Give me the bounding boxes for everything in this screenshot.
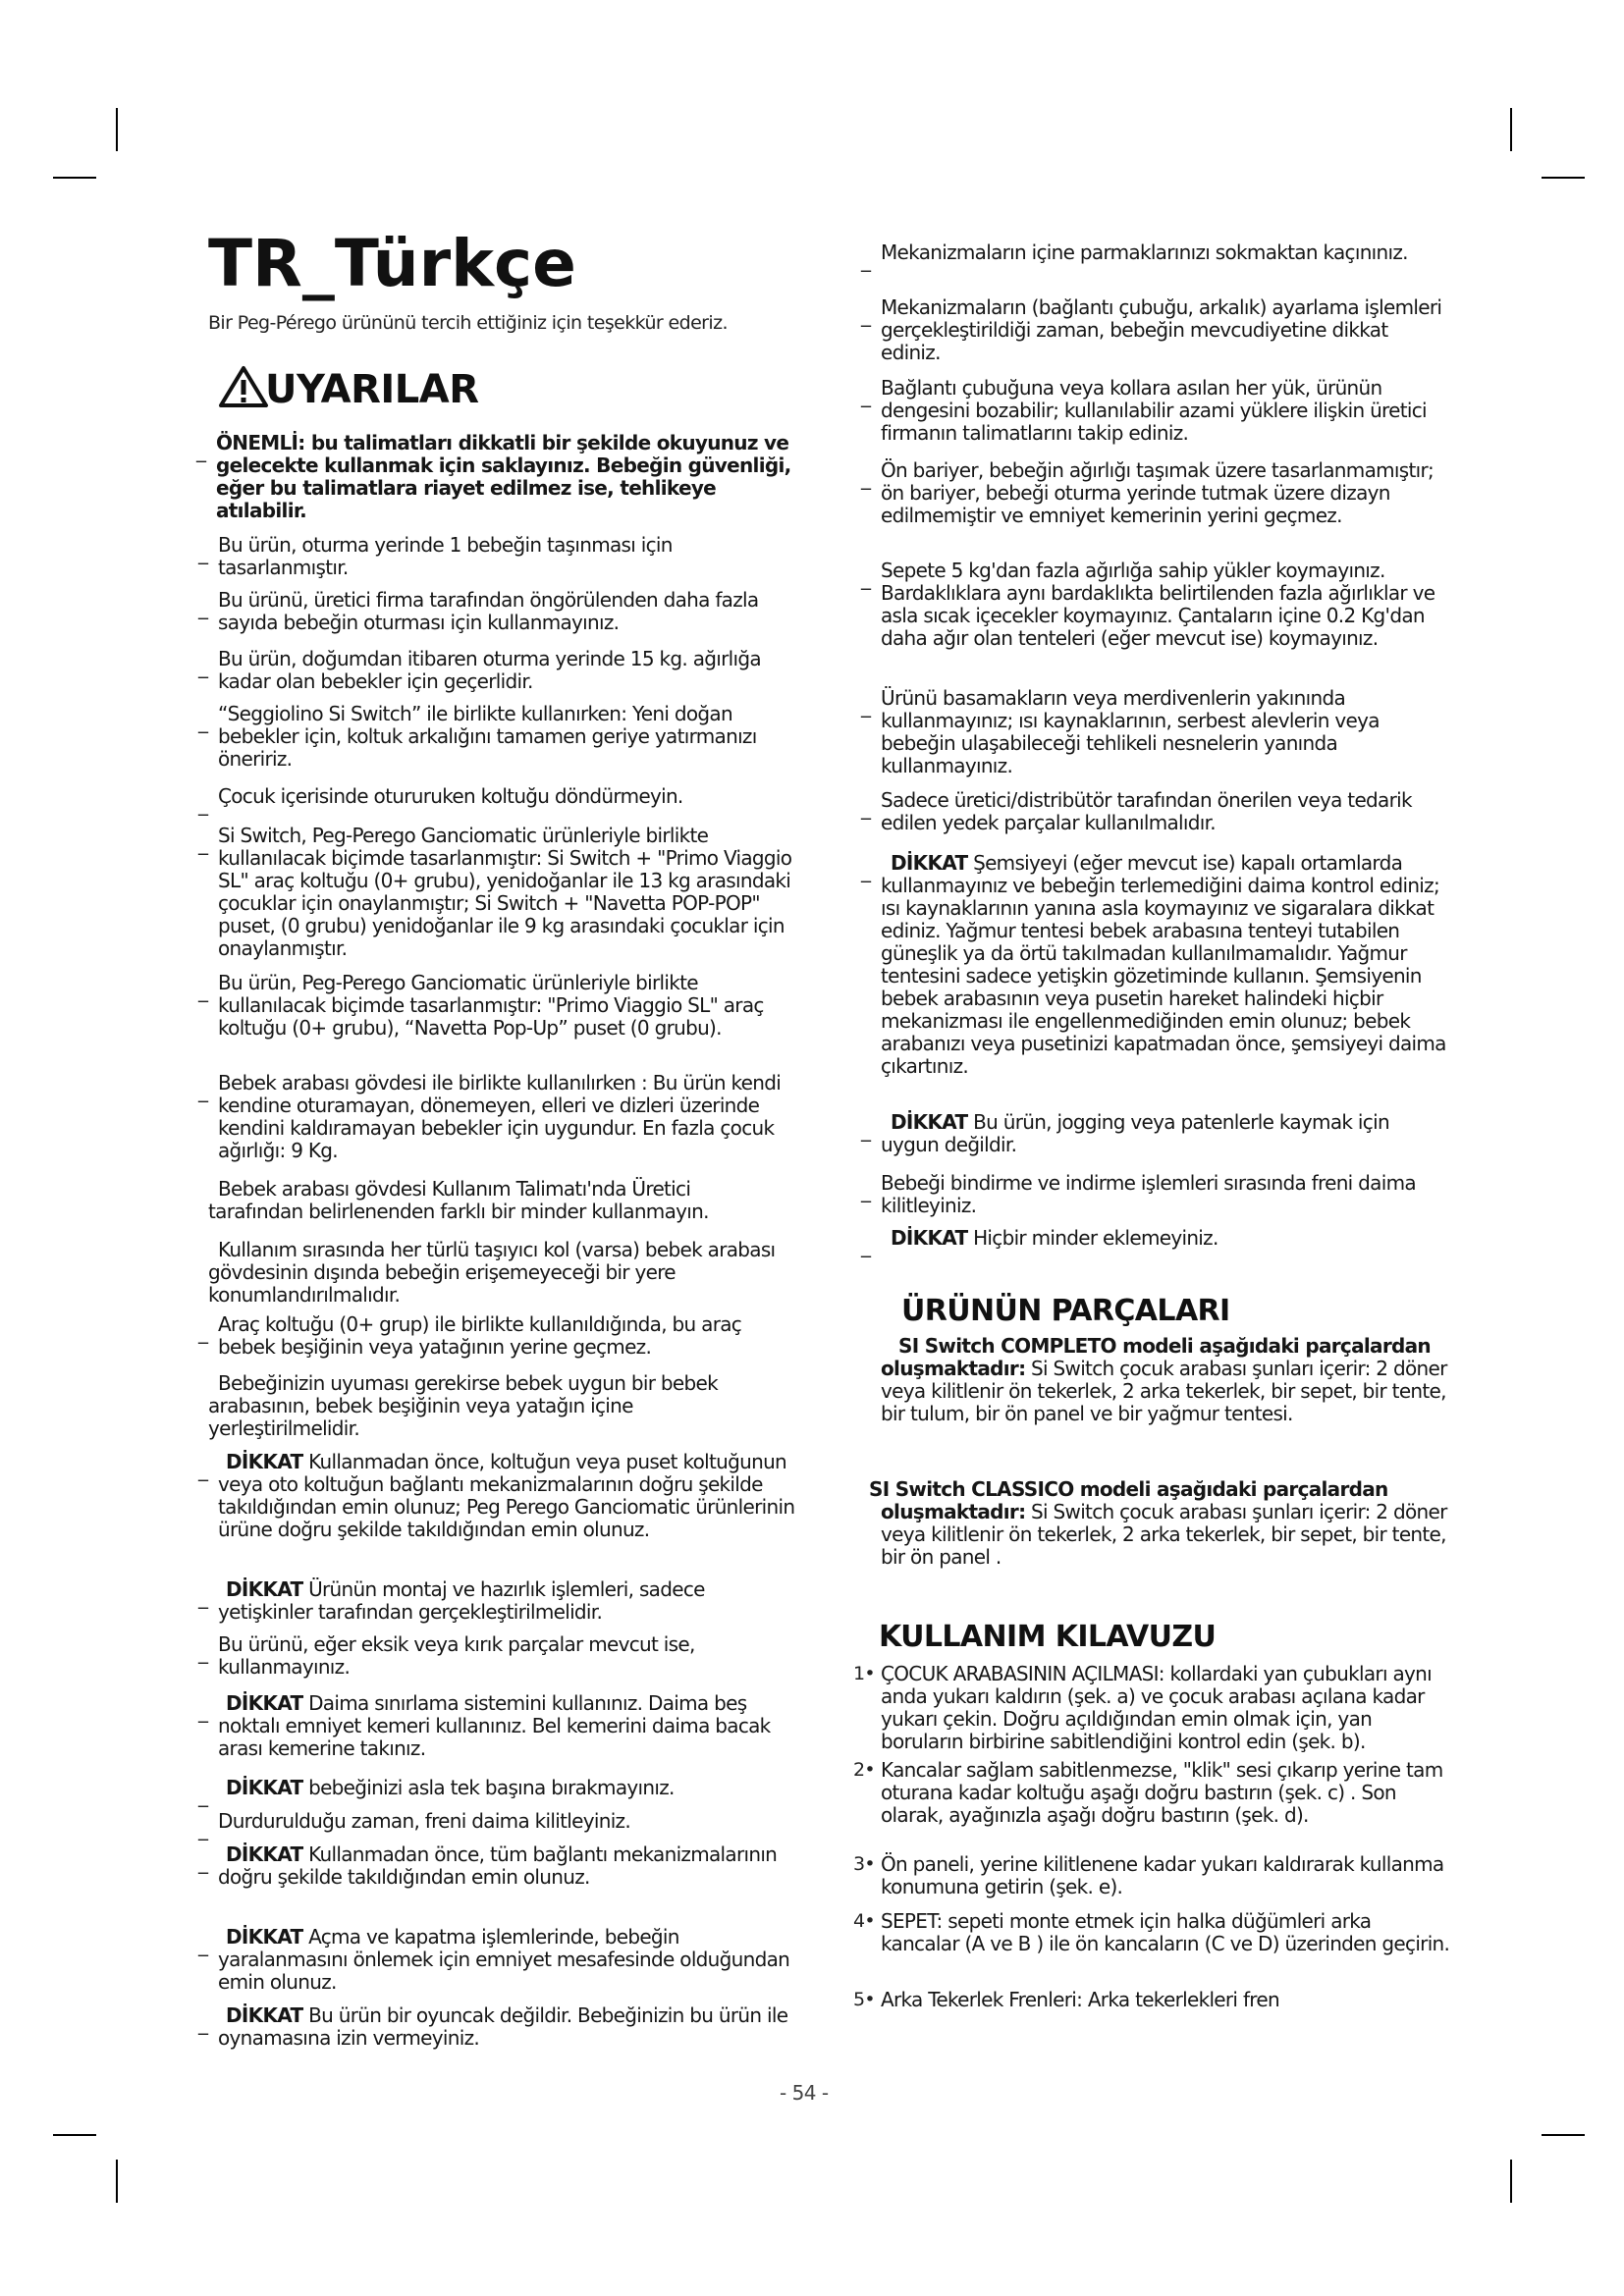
usage-step-number: 3• <box>853 1853 875 1875</box>
usage-step-text: Arka Tekerlek Frenleri: Arka tekerlekleri fren <box>881 1988 1279 2011</box>
warning-text: Ürünü basamakların veya merdivenlerin yakınında kullanmayınız; ısı kaynaklarının, serbest alevlerin veya bebeğin ulaşabileceği tehlikeli nesnelerin yanında kullanmayınız. <box>881 686 1380 777</box>
warning-text: Araç koltuğu (0+ grup) ile birlikte kullanıldığında, bu araç bebek beşiğinin veya yatağının yerine geçmez. <box>218 1312 742 1359</box>
warning-caution-label: DİKKAT <box>891 1110 968 1134</box>
warnings-heading-text: UYARILAR <box>265 367 479 412</box>
warning-item <box>198 1776 797 1807</box>
warning-text: Sepete 5 kg'dan fazla ağırlığa sahip yükler koymayınız. Bardaklıklara aynı bardaklıkta belirtilenden fazla ağırlıklar ve asla sıcak içecekler koymayınız. Çantaların içine 0.2 Kg'dan daha ağır olan tenteleri (eğer mevcut ise) koymayınız. <box>881 559 1435 650</box>
warning-item <box>861 376 1450 445</box>
warning-text: Si Switch, Peg-Perego Ganciomatic ürünleriyle birlikte kullanılacak biçimde tasarlanmıştır: Si Switch + "Primo Viaggio SL" araç koltuğu (0+ grubu), yenidoğanlar ile 13 kg arasındaki çocuklar için onaylanmıştır; Si Switch + "Navetta POP-POP" puset, (0 grubu) yenidoğanlar ile 9 kg arasındaki çocuklar için onaylanmıştır. <box>218 824 792 960</box>
warning-item <box>208 1239 787 1307</box>
warning-caution-label: DİKKAT <box>226 1691 303 1715</box>
warning-text: bebeğinizi asla tek başına bırakmayınız. <box>302 1776 675 1799</box>
usage-step <box>853 1988 1450 2011</box>
usage-step <box>853 1909 1450 1955</box>
warning-text: Kullanım sırasında her türlü taşıyıcı kol (varsa) bebek arabası gövdesinin dışında bebeğin erişemeyeceği bir yere konumlandırılmalıdır. <box>208 1238 776 1307</box>
list-dash: _ <box>861 303 871 327</box>
warning-item <box>861 788 1450 834</box>
warning-caution-label: DİKKAT <box>226 1776 303 1799</box>
warning-item <box>861 458 1450 527</box>
list-dash: _ <box>198 1079 208 1102</box>
warning-text: Hiçbir minder eklemeyiniz. <box>967 1226 1218 1250</box>
list-dash: _ <box>198 1933 208 1956</box>
warning-item <box>861 559 1450 650</box>
list-dash: _ <box>861 384 871 407</box>
list-dash: _ <box>198 831 208 855</box>
list-dash: _ <box>198 596 208 619</box>
warning-item <box>198 1632 797 1679</box>
page-title: TR_Türkçe <box>208 226 576 301</box>
parts-completo <box>881 1335 1450 1425</box>
warning-text: Daima sınırlama sistemini kullanınız. Daima beş noktalı emniyet kemeri kullanınız. Bel kemerini daima bacak arası kemerine takınız. <box>218 1691 771 1760</box>
usage-step <box>853 1852 1450 1898</box>
warning-item <box>198 702 797 771</box>
warning-text: Kullanmadan önce, koltuğun veya puset koltuğunun veya oto koltuğun bağlantı mekanizmalarının doğru şekilde takıldığından emin olunuz; Peg Perego Ganciomatic ürünlerinin ürüne doğru şekilde takıldığından emin olunuz. <box>218 1450 795 1541</box>
list-dash: _ <box>198 792 208 816</box>
warning-text: Bebeği bindirme ve indirme işlemleri sırasında freni daima kilitleyiniz. <box>881 1171 1416 1217</box>
usage-step-number: 4• <box>853 1910 875 1932</box>
list-dash: _ <box>196 439 206 462</box>
warning-caution-label: DİKKAT <box>226 1450 303 1473</box>
page-subtitle: Bir Peg-Pérego ürününü tercih ettiğiniz için teşekkür ederiz. <box>208 312 728 334</box>
warning-item <box>198 824 797 960</box>
crop-mark <box>1542 2134 1585 2136</box>
warning-item <box>198 1925 797 1994</box>
warning-text: Kullanmadan önce, tüm bağlantı mekanizmalarının doğru şekilde takıldığından emin olunuz. <box>218 1842 778 1889</box>
list-dash: _ <box>198 2011 208 2035</box>
list-dash: _ <box>861 859 871 882</box>
warning-caution-label: DİKKAT <box>226 1925 303 1949</box>
warning-item <box>208 1372 787 1440</box>
usage-step-number: 2• <box>853 1759 875 1781</box>
crop-mark <box>116 108 118 151</box>
warning-text: Durdurulduğu zaman, freni daima kilitleyiniz. <box>218 1809 631 1833</box>
parts-classico-title: SI Switch CLASSICO modeli aşağıdaki parçalardan oluşmaktadır: <box>869 1477 1388 1523</box>
warning-text: Sadece üretici/distribütör tarafından önerilen veya tedarik edilen yedek parçalar kullanılmalıdır. <box>881 788 1412 834</box>
warning-caution-label: DİKKAT <box>226 1577 303 1601</box>
warning-text: Bu ürünü, eğer eksik veya kırık parçalar mevcut ise, kullanmayınız. <box>218 1632 695 1679</box>
warning-text: Çocuk içerisinde otururuken koltuğu döndürmeyin. <box>218 784 683 808</box>
list-dash: _ <box>198 979 208 1002</box>
warning-item <box>861 686 1450 777</box>
warning-item <box>198 1577 797 1624</box>
warning-text: Açma ve kapatma işlemlerinde, bebeğin yaralanmasını önlemek için emniyet mesafesinde olduğundan emin olunuz. <box>218 1925 790 1994</box>
warning-text: Mekanizmaların (bağlantı çubuğu, arkalık) ayarlama işlemleri gerçekleştirildiği zaman, bebeğin mevcudiyetine dikkat ediniz. <box>881 295 1442 364</box>
warning-text: Ürünün montaj ve hazırlık işlemleri, sadece yetişkinler tarafından gerçekleştirilmelidir. <box>218 1577 705 1624</box>
warning-text: Bu ürün, doğumdan itibaren oturma yerinde 15 kg. ağırlığa kadar olan bebekler için geçerlidir. <box>218 647 761 693</box>
warning-item <box>198 1071 797 1162</box>
list-dash: _ <box>861 566 871 590</box>
list-dash: _ <box>861 796 871 820</box>
list-dash: _ <box>198 1817 208 1841</box>
usage-heading: KULLANIM KILAVUZU <box>879 1620 1217 1654</box>
list-dash: _ <box>861 1179 871 1202</box>
list-dash: _ <box>198 1458 208 1481</box>
warning-text: Bebek arabası gövdesi Kullanım Talimatı'nda Üretici tarafından belirlenenden farklı bir minder kullanmayın. <box>208 1177 709 1223</box>
warning-item <box>198 588 797 634</box>
usage-step-text: SEPET: sepeti monte etmek için halka düğümleri arka kancalar (A ve B ) ile ön kancaların (C ve D) üzerinden geçirin. <box>881 1909 1450 1955</box>
list-dash: _ <box>198 1699 208 1723</box>
warning-item <box>861 240 1450 272</box>
list-dash: _ <box>198 1784 208 1807</box>
parts-classico <box>869 1477 1455 1569</box>
list-dash: _ <box>861 248 871 272</box>
warning-text: Bu ürün, oturma yerinde 1 bebeğin taşınması için tasarlanmıştır. <box>218 533 673 579</box>
warning-text: Ön bariyer, bebeğin ağırlığı taşımak üzere tasarlanmamıştır; ön bariyer, bebeği oturma yerinde tutmak üzere dizayn edilmemiştir ve emniyet kemerinin yerini geçmez. <box>881 458 1435 527</box>
list-dash: _ <box>861 466 871 490</box>
warning-text: Bu ürün bir oyuncak değildir. Bebeğinizin bu ürün ile oynamasına izin vermeyiniz. <box>218 2003 788 2050</box>
warning-text: ÖNEMLİ: bu talimatları dikkatli bir şekilde okuyunuz ve gelecekte kullanmak için saklayınız. Bebeğin güvenliği, eğer bu talimatlara riayet edilmez ise, tehlikeye atılabilir. <box>216 431 791 522</box>
warning-text: Bu ürün, jogging veya patenlerle kaymak için uygun değildir. <box>881 1110 1389 1156</box>
list-dash: _ <box>861 694 871 718</box>
warning-item <box>198 533 797 579</box>
warning-item <box>198 1691 797 1760</box>
warning-text: Bebeğinizin uyuması gerekirse bebek uygun bir bebek arabasının, bebek beşiğinin veya yatağın içine yerleştirilmelidir. <box>208 1371 718 1440</box>
warning-caution-label: DİKKAT <box>891 1226 968 1250</box>
parts-completo-text: Si Switch çocuk arabası şunları içerir: 2 döner veya kilitlenir ön tekerlek, 2 arka tekerlek, bir sepet, bir tente, bir tulum, bir ön panel ve bir yağmur tentesi. <box>881 1357 1447 1425</box>
warning-text: Şemsiyeyi (eğer mevcut ise) kapalı ortamlarda kullanmayınız ve bebeğin terlemediğini daima kontrol ediniz; ısı kaynaklarının yanına asla koymayınız ve sigaralara dikkat ediniz. Yağmur tentesi bebek arabasına tenteyi tutabilen güneşlik ya da örtü takılmadan kullanılmamalıdır. Yağmur tentesini sadece yetişkin gözetiminde kullanın. Şemsiyenin bebek arabasının veya pusetin hareket halindeki hiçbir mekanizması ile engellenmediğinden emin olunuz; bebek arabanızı veya pusetinizi kapatmadan önce, şemsiyeyi daima çıkartınız. <box>881 851 1446 1078</box>
warning-item <box>198 1312 797 1359</box>
warning-text: “Seggiolino Si Switch” ile birlikte kullanırken: Yeni doğan bebekler için, koltuk arkalığını tamamen geriye yatırmanızı öneririz. <box>218 702 757 771</box>
usage-step <box>853 1758 1450 1827</box>
usage-step-text: ÇOCUK ARABASININ AÇILMASI: kollardaki yan çubukları aynı anda yukarı kaldırın (şek. a) ve çocuk arabası açılana kadar yukarı çekin. Doğru açıldığından emin olmak için, yan boruların birbirine sabitlendiğini kontrol edin (şek. b). <box>881 1662 1432 1753</box>
usage-step-text: Kancalar sağlam sabitlenmezse, "klik" sesi çıkarıp yerine tam oturana kadar koltuğu aşağı doğru bastırın (şek. c) . Son olarak, ayağınızla aşağı doğru bastırın (şek. d). <box>881 1758 1443 1827</box>
warning-item <box>196 431 795 522</box>
warning-item <box>861 1171 1450 1217</box>
warning-caution-label: DİKKAT <box>891 851 968 875</box>
warning-text: Mekanizmaların içine parmaklarınızı sokmaktan kaçınınız. <box>881 240 1408 264</box>
usage-step-number: 5• <box>853 1989 875 2010</box>
list-dash: _ <box>861 1118 871 1142</box>
warning-item <box>861 851 1450 1078</box>
warning-text: Bağlantı çubuğuna veya kollara asılan her yük, ürünün dengesini bozabilir; kullanılabilir azami yüklere ilişkin üretici firmanın talimatlarını takip ediniz. <box>881 376 1427 445</box>
parts-classico-text: Si Switch çocuk arabası şunları içerir: 2 döner veya kilitlenir ön tekerlek, 2 arka tekerlek, bir sepet, bir tente, bir ön panel . <box>881 1500 1447 1569</box>
crop-mark <box>1542 177 1585 179</box>
crop-mark <box>53 177 96 179</box>
warning-text: Bu ürünü, üretici firma tarafından öngörülenden daha fazla sayıda bebeğin oturması için kullanmayınız. <box>218 588 759 634</box>
usage-step <box>853 1662 1450 1753</box>
crop-mark <box>116 2160 118 2203</box>
warning-text: Bu ürün, Peg-Perego Ganciomatic ürünleriyle birlikte kullanılacak biçimde tasarlanmıştır: "Primo Viaggio SL" araç koltuğu (0+ grubu), “Navetta Pop-Up” puset (0 grubu). <box>218 971 764 1040</box>
warning-text: Bebek arabası gövdesi ile birlikte kullanılırken : Bu ürün kendi kendine oturamayan, dönemeyen, elleri ve dizleri üzerinde kendini kaldıramayan bebekler için uygundur. En fazla çocuk ağırlığı: 9 Kg. <box>218 1071 782 1162</box>
crop-mark <box>1510 2160 1512 2203</box>
warning-item <box>198 2003 797 2050</box>
warning-caution-label: DİKKAT <box>226 2003 303 2027</box>
warning-item <box>861 295 1450 364</box>
warning-item <box>198 971 797 1040</box>
list-dash: _ <box>198 1320 208 1344</box>
parts-heading: ÜRÜNÜN PARÇALARI <box>901 1294 1230 1328</box>
warning-triangle-icon <box>218 365 269 408</box>
warning-item <box>198 1842 797 1889</box>
crop-mark <box>1510 108 1512 151</box>
list-dash: _ <box>198 1850 208 1874</box>
warning-item <box>861 1226 1450 1257</box>
usage-step-text: Ön paneli, yerine kilitlenene kadar yukarı kaldırarak kullanma konumuna getirin (şek. e). <box>881 1852 1444 1898</box>
page-number: - 54 - <box>780 2081 829 2105</box>
crop-mark <box>53 2134 96 2136</box>
list-dash: _ <box>198 710 208 733</box>
warning-item <box>198 784 797 816</box>
warning-item <box>208 1178 787 1223</box>
list-dash: _ <box>198 1585 208 1609</box>
list-dash: _ <box>198 655 208 678</box>
warning-item <box>198 647 797 693</box>
warning-caution-label: DİKKAT <box>226 1842 303 1866</box>
warning-item <box>198 1450 797 1541</box>
list-dash: _ <box>198 541 208 564</box>
parts-completo-title: SI Switch COMPLETO modeli aşağıdaki parçalardan oluşmaktadır: <box>881 1334 1431 1380</box>
list-dash: _ <box>198 1640 208 1664</box>
usage-step-number: 1• <box>853 1663 875 1684</box>
warning-item <box>861 1110 1450 1156</box>
list-dash: _ <box>861 1234 871 1257</box>
warnings-heading <box>218 365 479 412</box>
warning-item <box>198 1809 797 1841</box>
